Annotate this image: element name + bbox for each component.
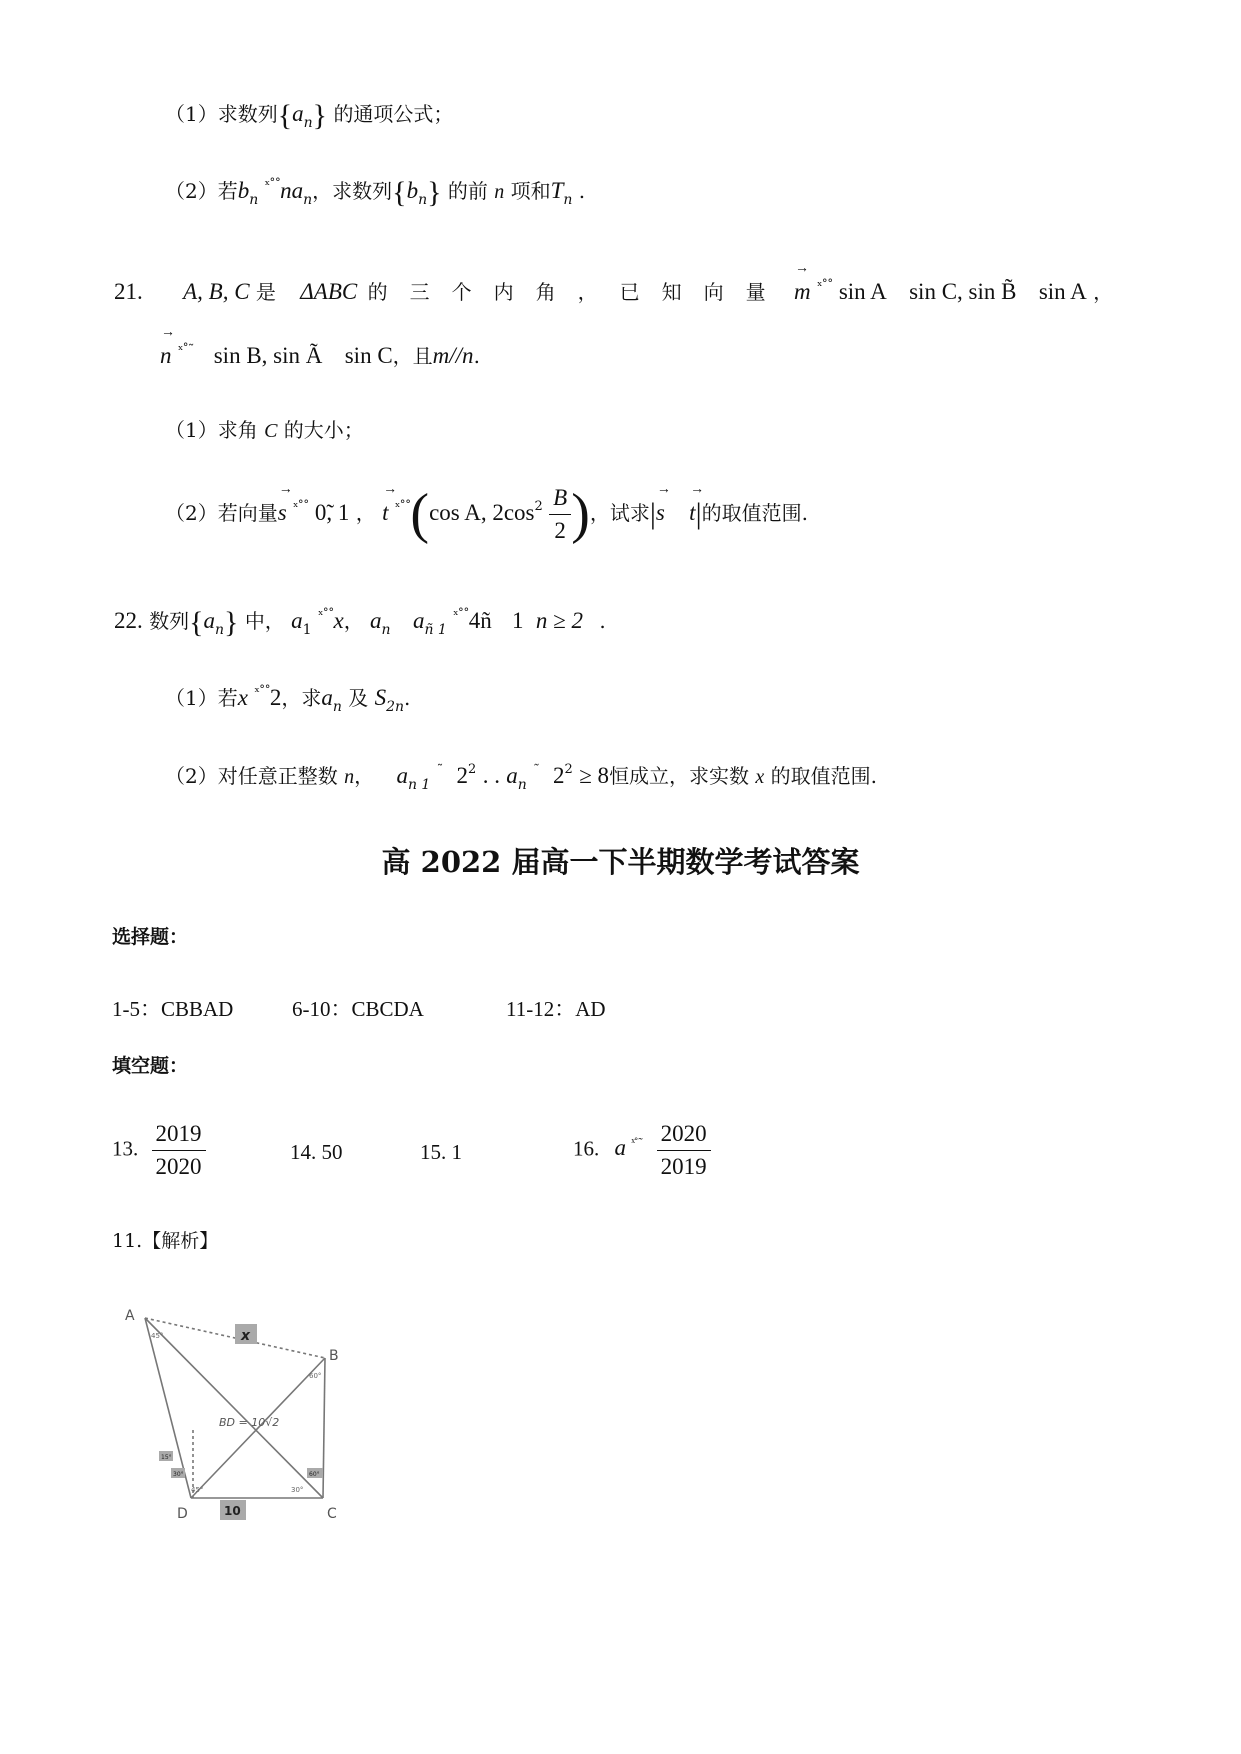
angle-d1-label: 15°: [161, 1454, 172, 1461]
angle-d3-label: 45°: [191, 1486, 204, 1494]
q21-frac-b-over-2: $\frac{B}{2}$: [549, 482, 571, 547]
q22-part2: （2）对任意正整数 n， $a_{n 1}$ ˜ $2^2$ . . $a_n$ ˜ $2^2 \ge 8$恒成立，求实数 x 的取值范围.: [165, 762, 878, 793]
dc-label: 10: [224, 1504, 241, 1518]
q21-spaced-words: 的 三 个 内 角 ， 已 知 向 量: [367, 280, 766, 304]
choice-answer-1-5: 1-5：CBBAD: [112, 997, 234, 1021]
vertex-c-label: C: [327, 1506, 337, 1522]
choice-heading: 选择题：: [112, 926, 189, 948]
q20-part1: （1）求数列$\{a_n\}$ 的通项公式；: [165, 99, 454, 132]
q21-part1: （1）求角 C 的大小；: [165, 418, 364, 442]
angle-a-label: 45°: [151, 1332, 164, 1340]
analysis-label: 11.【解析】: [112, 1230, 219, 1252]
angle-d2-label: 30°: [173, 1471, 184, 1478]
vertex-a-label: A: [125, 1308, 135, 1324]
x-label: x: [241, 1328, 251, 1344]
q22-stem: 22. 数列$\{a_n\}$ 中， $a_1$ $^{ˣ˚˚}$x， $a_n$ $a_{ñ 1}$ $^{ˣ˚˚}$4ñ 1 n ≥ 2 .: [114, 606, 606, 639]
vertex-d-label: D: [177, 1506, 188, 1522]
geometry-figure: [115, 1300, 355, 1540]
fill-answer-14: 14. 50: [290, 1140, 343, 1164]
q22-part1: （1）若x $^{ˣ˚˚}$2，求$a_n$ 及 $S_{2n}$.: [165, 685, 411, 715]
angle-c1-label: 30°: [291, 1486, 304, 1494]
answer-title: 高 2022 届高一下半期数学考试答案: [381, 845, 860, 879]
fill-answer-16: 16. a $^{ˣ˚̃}$ $\frac{2020}{2019}$: [573, 1118, 711, 1183]
q21-stem-line1: 21. A, B, C 是 ΔABC 的 三 个 内 角 ， 已 知 向 量 → m $^{ˣ˚˚}$ sin A sin C, sin B̃ sin A ，: [114, 276, 1113, 305]
choice-answer-11-12: 11-12：AD: [506, 997, 606, 1021]
angle-c2-label: 60°: [309, 1471, 320, 1478]
fill-heading: 填空题：: [112, 1055, 189, 1077]
choice-answer-6-10: 6-10：CBCDA: [292, 997, 424, 1021]
q21-stem-line2: → n $^{ˣ˚˜}$ sin B, sin Ã sin C，且m//n.: [160, 340, 480, 369]
angle-b-label: 60°: [309, 1372, 322, 1380]
q20-part2: （2）若$b_n$ $^{ˣ˚˚}na_n$，求数列$\{b_n\}$ 的前 n 项和$T_n$ .: [165, 176, 586, 209]
vertex-b-label: B: [329, 1348, 339, 1364]
q21-part2: （2）若向量→ s $^{ˣ˚˚}$ 0̃, 1 ， → t $^{ˣ˚˚}$(cos A, $2\cos^2$ $\frac{B}{2}$ )，试求|→ s → t|的取值范围.: [165, 482, 808, 547]
fill-answer-13: 13. $\frac{2019}{2020}$: [112, 1118, 206, 1183]
fill-answer-15: 15. 1: [420, 1140, 462, 1164]
bd-label: BD = 10√2: [219, 1416, 280, 1429]
segment-bc: [323, 1358, 325, 1498]
